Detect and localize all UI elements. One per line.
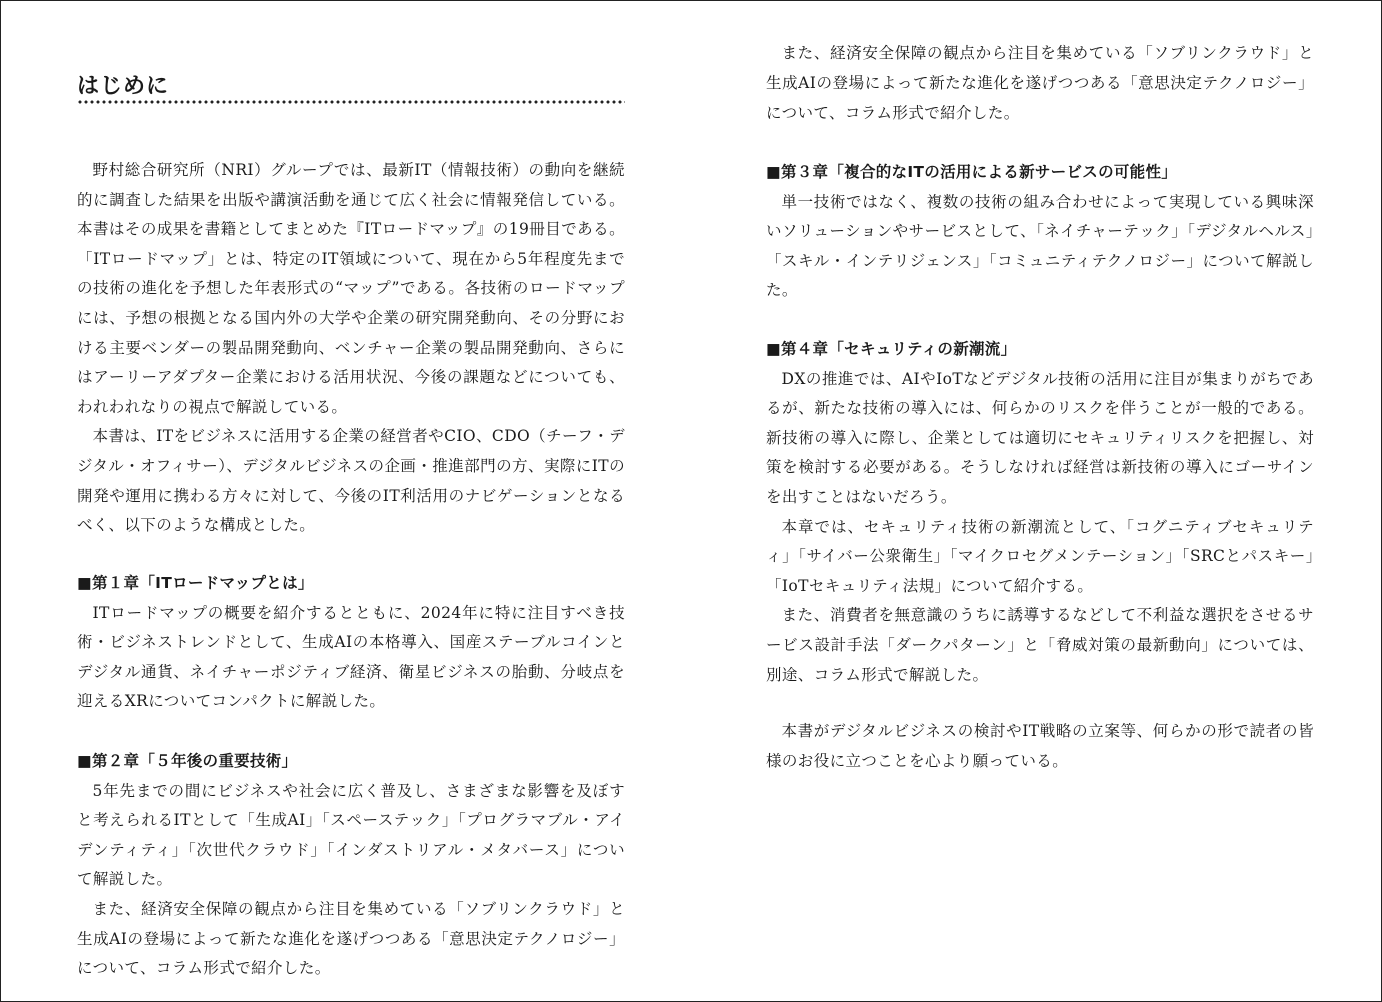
dotted-rule [77,99,625,105]
chapter-2-continued [766,44,1314,128]
chapter-paragraph: DXの推進では、AIやIoTなどデジタル技術の活用に注目が集まりがちであるが、新たな技術の導入には、何らかのリスクを伴うことが一般的である。新技術の導入に際し、企業としては適切にセキュリティリスクを把握し、対策を検討する必要がある。そうしなければ経営は新技術の導入にゴーサインを出すことはないだろう。 [766,369,1314,506]
intro-paragraph: 本書は、ITをビジネスに活用する企業の経営者やCIO、CDO（チーフ・デジタル・オフィサー）、デジタルビジネスの企画・推進部門の方、実際にITの開発や運用に携わる方々に対して、今後のIT利活用のナビゲーションとなるべく、以下のような構成とした。 [77,427,625,535]
chapter-paragraph-continued: また、経済安全保障の観点から注目を集めている「ソブリンクラウド」と生成AIの登場によって新たな進化を遂げつつある「意思決定テクノロジー」について、コラム形式で紹介した。 [766,44,1314,122]
chapter-4-section [766,335,1314,690]
chapter-2-section [77,747,625,978]
chapter-paragraph: 本章では、セキュリティ技術の新潮流として、「コグニティブセキュリティ」「サイバー公衆衛生」「マイクロセグメンテーション」「SRCとパスキー」「IoTセキュリティ法規」について紹介する。 [766,517,1314,595]
chapter-heading: ■第４章「セキュリティの新潮流」 [766,340,1017,358]
chapter-heading: ■第１章「ITロードマップとは」 [77,574,314,592]
chapter-1-section [77,569,625,717]
chapter-heading: ■第２章「５年後の重要技術」 [77,752,298,770]
chapter-paragraph: また、消費者を無意識のうちに誘導するなどして不利益な選択をさせるサービス設計手法「ダークパターン」と「脅威対策の最新動向」については、別途、コラム形式で解説した。 [766,606,1314,684]
page-title: はじめに [77,74,170,99]
closing-section [766,717,1314,776]
chapter-paragraph: 5年先までの間にビジネスや社会に広く普及し、さまざまな影響を及ぼすと考えられるITとして「生成AI」「スペーステック」「プログラマブル・アイデンティティ」「次世代クラウド」「インダストリアル・メタバース」について解説した。 [77,781,625,889]
chapter-heading: ■第３章「複合的なITの活用による新サービスの可能性」 [766,163,1178,181]
intro-section [77,156,625,541]
closing-paragraph: 本書がデジタルビジネスの検討やIT戦略の立案等、何らかの形で読者の皆様のお役に立つことを心より願っている。 [766,722,1314,770]
chapter-paragraph: 単一技術ではなく、複数の技術の組み合わせによって実現している興味深いソリューションやサービスとして、「ネイチャーテック」「デジタルヘルス」「スキル・インテリジェンス」「コミュニティテクノロジー」について解説した。 [766,192,1314,300]
chapter-3-section [766,158,1314,306]
intro-paragraph: 野村総合研究所（NRI）グループでは、最新IT（情報技術）の動向を継続的に調査した結果を出版や講演活動を通じて広く社会に情報発信している。本書はその成果を書籍としてまとめた『ITロードマップ』の19冊目である。「ITロードマップ」とは、特定のIT領域について、現在から5年程度先までの技術の進化を予想した年表形式の“マップ”である。各技術のロードマップには、予想の根拠となる国内外の大学や企業の研究開発動向、その分野における主要ベンダーの製品開発動向、ベンチャー企業の製品開発動向、さらにはアーリーアダプター企業における活用状況、今後の課題などについても、われわれなりの視点で解説している。 [77,161,625,416]
chapter-paragraph: ITロードマップの概要を紹介するとともに、2024年に特に注目すべき技術・ビジネストレンドとして、生成AIの本格導入、国産ステーブルコインとデジタル通貨、ネイチャーポジティブ経済、衛星ビジネスの胎動、分岐点を迎えるXRについてコンパクトに解説した。 [77,603,625,711]
chapter-paragraph: また、経済安全保障の観点から注目を集めている「ソブリンクラウド」と生成AIの登場によって新たな進化を遂げつつある「意思決定テクノロジー」について、コラム形式で紹介した。 [77,899,625,978]
